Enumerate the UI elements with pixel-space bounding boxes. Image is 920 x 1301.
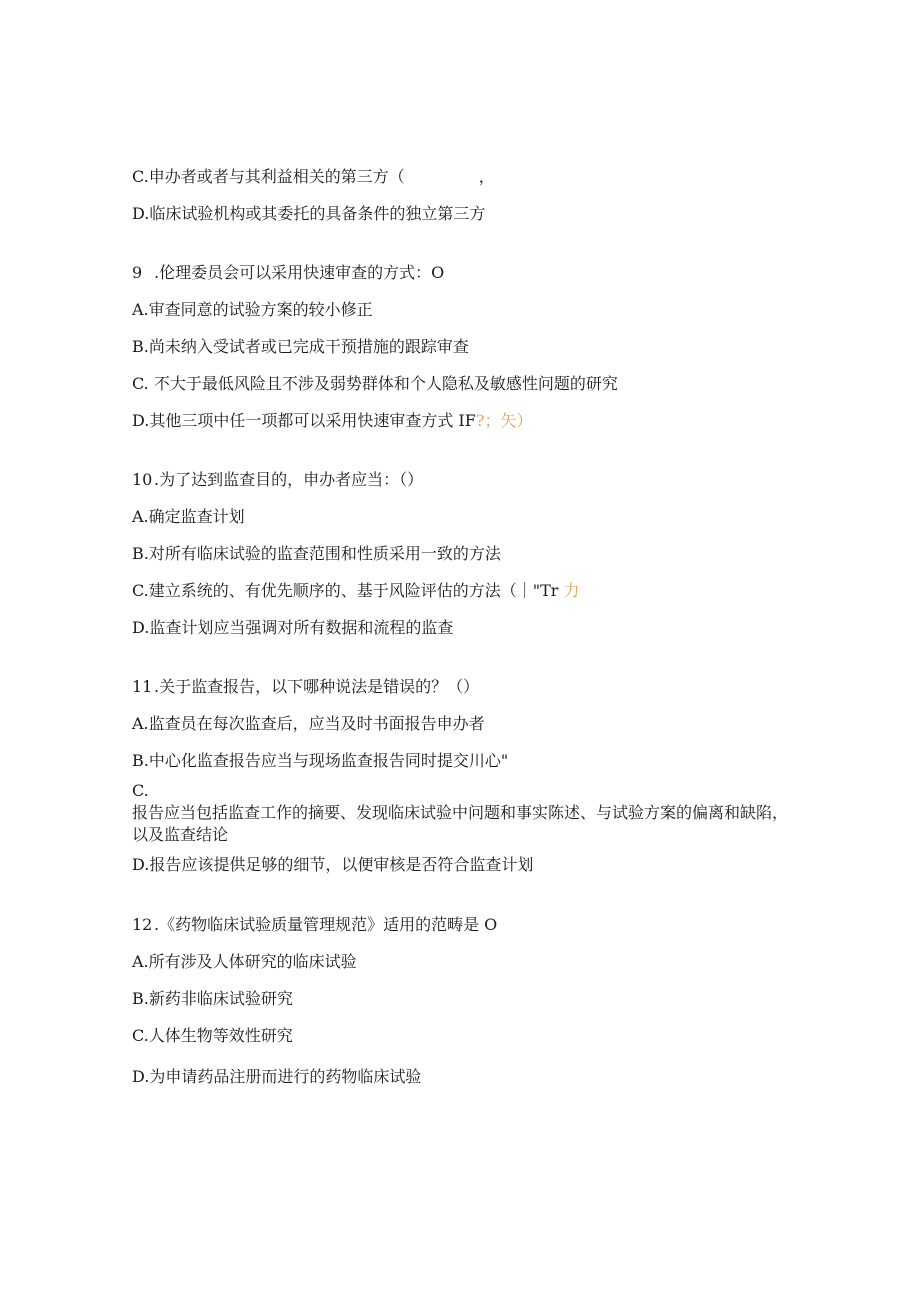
q9-option-d	[132, 410, 532, 432]
q8-option-c-tail: ，	[478, 167, 495, 186]
q10-option-c-text: C.建立系统的、有优先顺序的、基于风险评估的方法（｜"Tr	[132, 581, 559, 600]
q8-option-c-text: C.申办者或者与其利益相关的第三方（	[132, 167, 405, 186]
q10-option-d: D.监查计划应当强调对所有数据和流程的监查	[132, 618, 454, 637]
q9-option-d-mark: ?；矢）	[475, 411, 533, 430]
q11-stem	[132, 676, 479, 698]
q10-option-c-mark: 力	[563, 581, 580, 600]
q10-number: 10	[132, 470, 153, 489]
q11-stem-text: .关于监查报告，以下哪种说法是错误的？（）	[154, 677, 480, 696]
q10-stem-text: .为了达到监查目的，申办者应当：（）	[154, 470, 424, 489]
q9-stem-text: .伦理委员会可以采用快速审查的方式：O	[154, 263, 445, 282]
q12-option-c: C.人体生物等效性研究	[132, 1026, 293, 1045]
q12-number: 12	[132, 915, 153, 934]
q9-stem	[132, 262, 444, 284]
q12-stem-text: .《药物临床试验质量管理规范》适用的范畴是 O	[154, 915, 498, 934]
q10-option-b: B.对所有临床试验的监查范围和性质采用一致的方法	[132, 544, 501, 563]
q11-option-c-label: C.	[132, 781, 149, 800]
q12-option-d: D.为申请药品注册而进行的药物临床试验	[132, 1067, 422, 1086]
q9-option-b: B.尚未纳入受试者或已完成干预措施的跟踪审查	[132, 337, 469, 356]
q8-option-d: D.临床试验机构或其委托的具备条件的独立第三方	[132, 204, 486, 223]
q12-option-b: B.新药非临床试验研究	[132, 989, 293, 1008]
q11-option-d: D.报告应该提供足够的细节，以便审核是否符合监查计划	[132, 855, 534, 874]
q9-number: 9	[132, 263, 143, 282]
q11-number: 11	[132, 677, 153, 696]
q9-option-a: A.审查同意的试验方案的较小修正	[132, 300, 373, 319]
q12-stem	[132, 914, 497, 936]
q11-option-c-text: 报告应当包括监查工作的摘要、发现临床试验中问题和事实陈述、与试验方案的偏离和缺陷，以及监查结论	[132, 803, 789, 844]
q10-option-c	[132, 580, 580, 602]
q9-option-c: C. 不大于最低风险且不涉及弱势群体和个人隐私及敏感性问题的研究	[132, 374, 618, 393]
q12-option-a: A.所有涉及人体研究的临床试验	[132, 952, 357, 971]
q10-option-a: A.确定监查计划	[132, 507, 245, 526]
q11-option-b: B.中心化监查报告应当与现场监查报告同时提交川心"	[132, 751, 509, 770]
q11-option-a: A.监查员在每次监查后，应当及时书面报告申办者	[132, 714, 485, 733]
q10-stem	[132, 469, 423, 491]
q9-option-d-text: D.其他三项中任一项都可以采用快速审查方式 IF	[132, 411, 476, 430]
q8-option-c	[132, 166, 495, 188]
